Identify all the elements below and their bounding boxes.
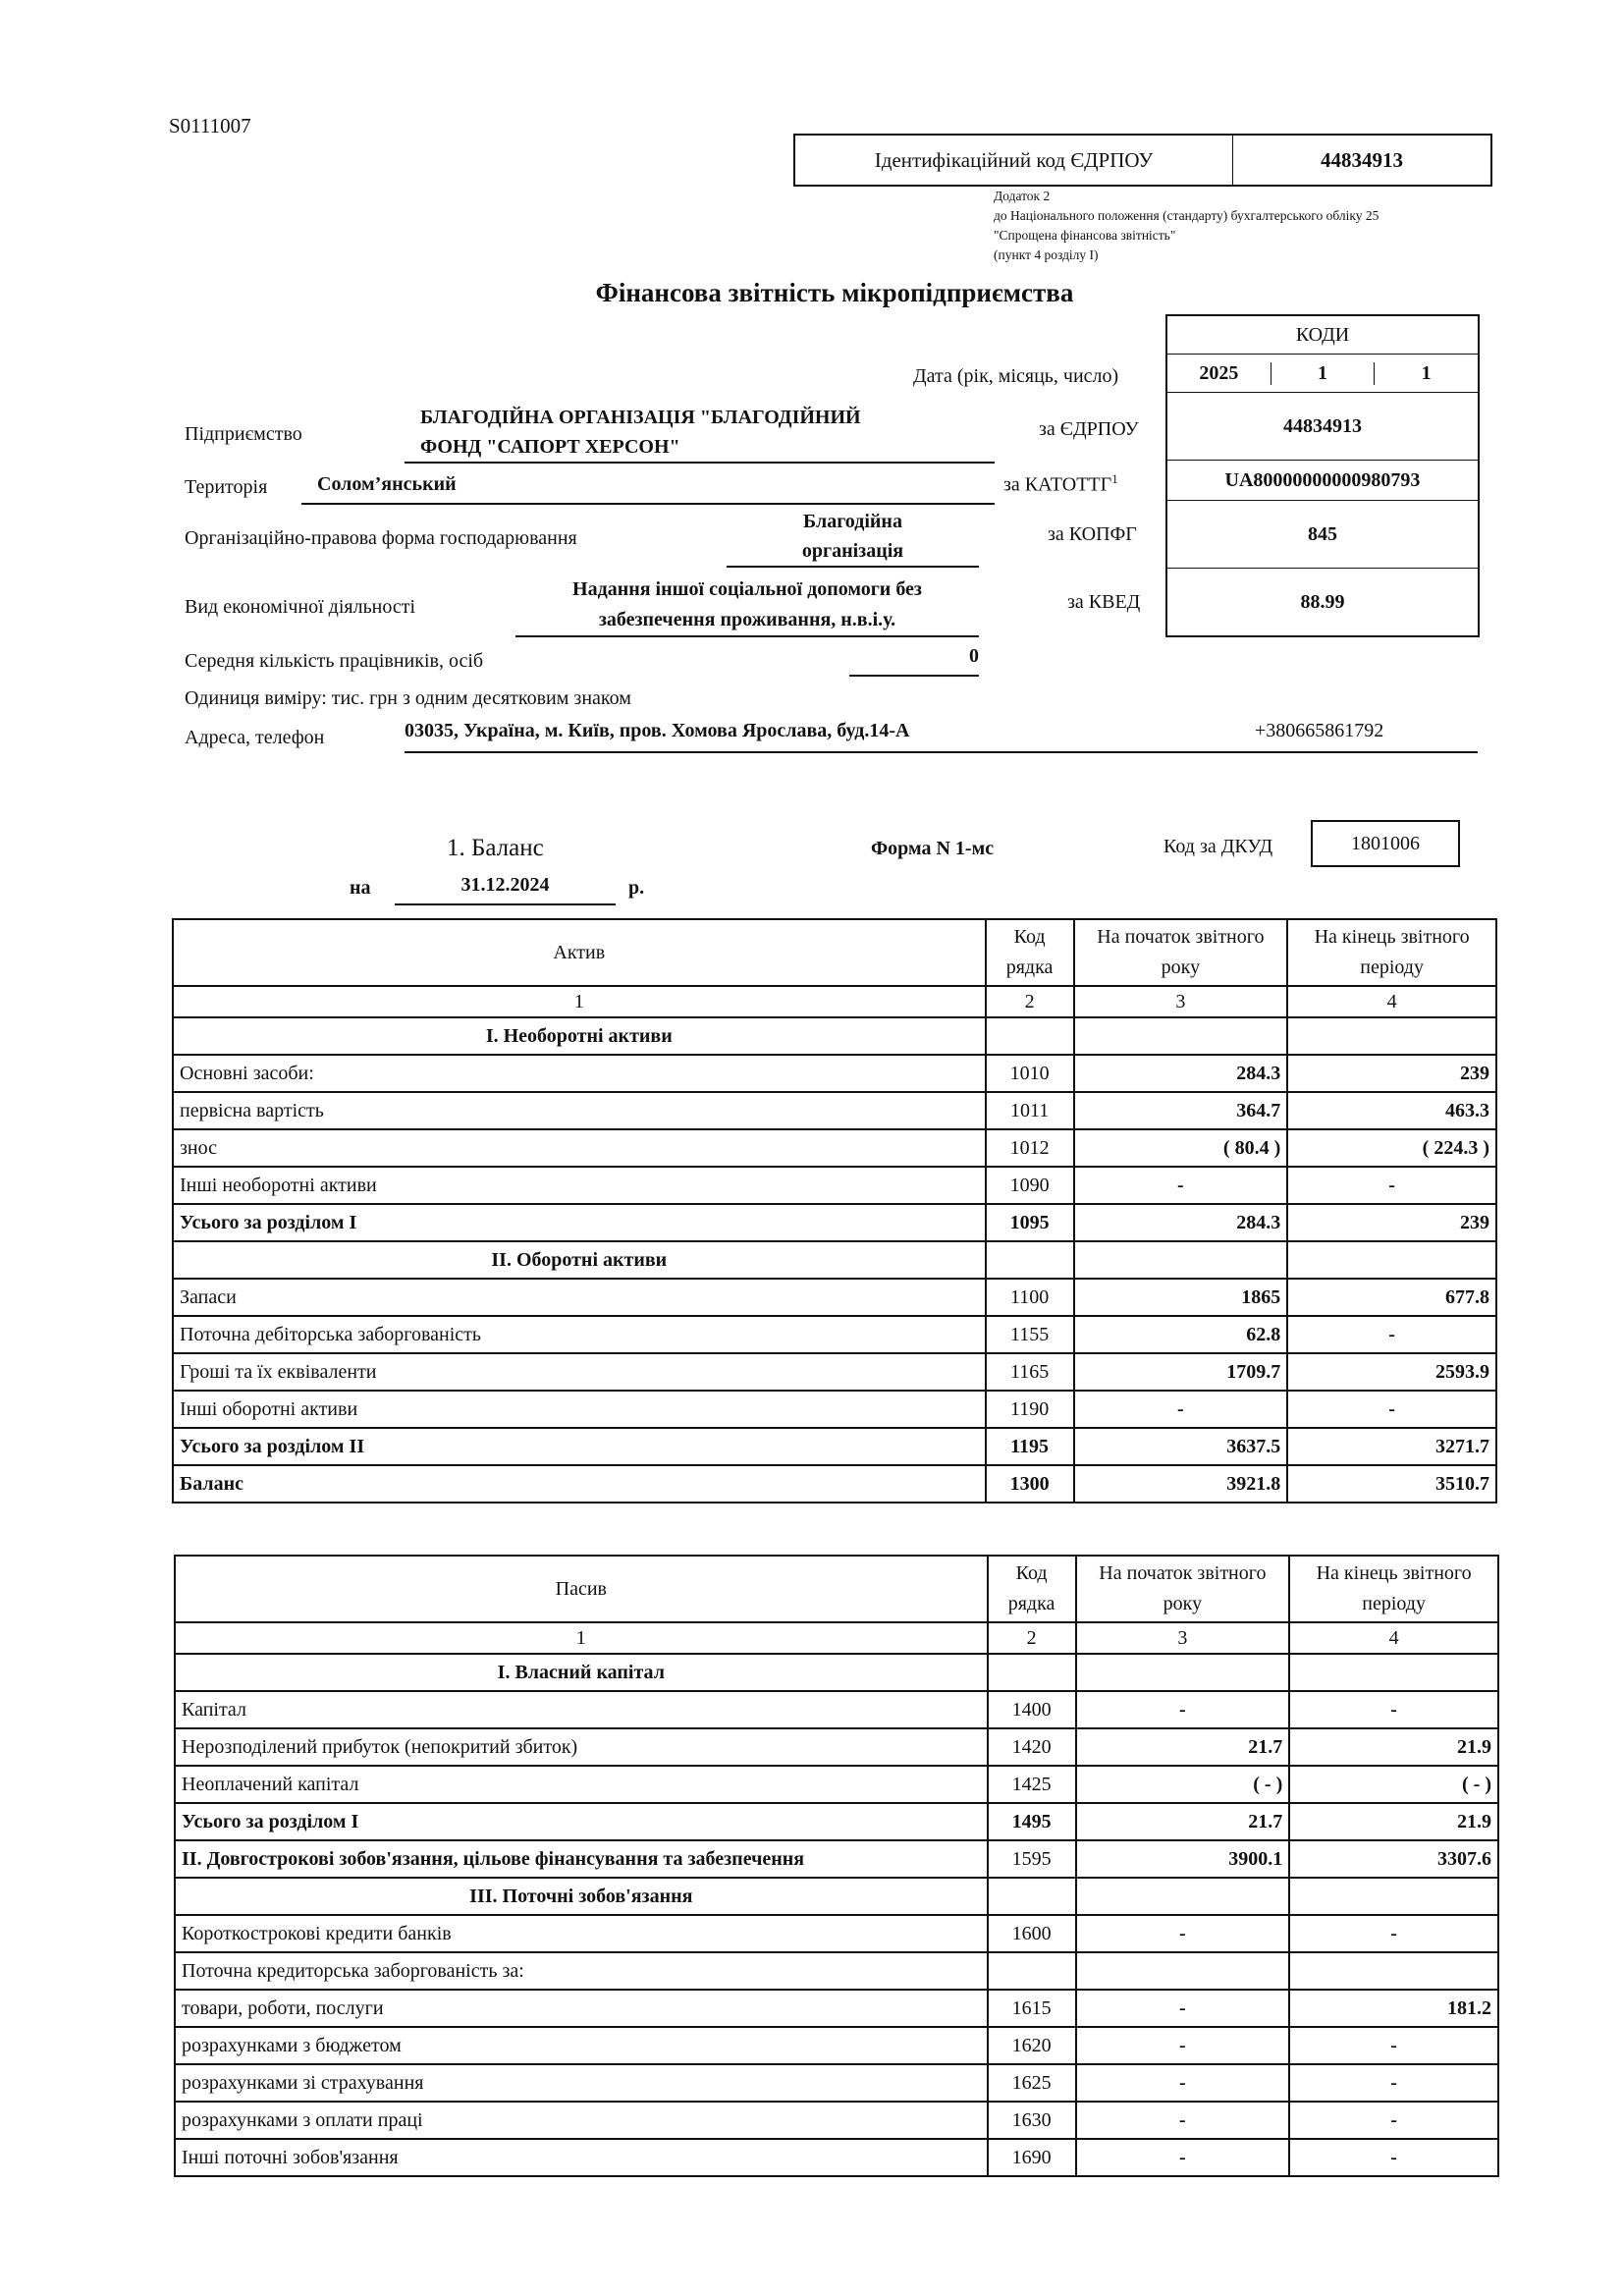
row-start: ( 80.4 ) [1074, 1129, 1288, 1167]
footnote-mark: 1 [1111, 471, 1118, 486]
employees-label: Середня кількість працівників, осіб [185, 650, 484, 672]
row-start: 1709.7 [1074, 1353, 1288, 1391]
table-row [175, 1728, 1498, 1766]
row-label: ІІ. Довгострокові зобов'язання, цільове фінансування та забезпечення [175, 1840, 988, 1878]
row-end: 677.8 [1287, 1279, 1496, 1316]
row-code: 1420 [988, 1728, 1076, 1766]
dkud-code: 1801006 [1311, 820, 1460, 867]
table-row [173, 1167, 1496, 1204]
row-end: 239 [1287, 1204, 1496, 1241]
section-title: ІІ. Оборотні активи [173, 1241, 986, 1279]
activity-line2: забезпечення проживання, н.в.і.у. [598, 609, 896, 630]
page-title: Фінансова звітність мікропідприємства [595, 278, 1074, 307]
edrpou-box-label: Ідентифікаційний код ЄДРПОУ [795, 136, 1233, 185]
section-title: І. Необоротні активи [173, 1017, 986, 1055]
table-row [175, 1691, 1498, 1728]
codes-header: КОДИ [1167, 316, 1478, 355]
table-row [175, 1990, 1498, 2027]
row-label: Основні засоби: [173, 1055, 986, 1092]
row-label: Гроші та їх еквіваленти [173, 1353, 986, 1391]
colnum: 2 [986, 986, 1074, 1017]
table-row [175, 1952, 1498, 1990]
row-code: 1012 [986, 1129, 1074, 1167]
legal-form-line2: організація [801, 540, 904, 562]
row-label: Усього за розділом ІІ [173, 1428, 986, 1465]
date-day: 1 [1421, 361, 1432, 384]
row-end: 3510.7 [1287, 1465, 1496, 1503]
row-label: Поточна кредиторська заборгованість за: [175, 1952, 988, 1990]
appendix-line: (пункт 4 розділу І) [994, 247, 1099, 262]
row-end: 21.9 [1289, 1803, 1498, 1840]
code-kved: 88.99 [1300, 590, 1345, 613]
row-code: 1615 [988, 1990, 1076, 2027]
legal-form-value [727, 507, 979, 568]
row-code: 1100 [986, 1279, 1074, 1316]
table-row [175, 2102, 1498, 2139]
row-start: - [1076, 1691, 1290, 1728]
row-code: 1195 [986, 1428, 1074, 1465]
colnum: 1 [173, 986, 986, 1017]
katottg-label [1003, 471, 1118, 497]
date-month: 1 [1271, 362, 1376, 385]
section-title: ІІІ. Поточні зобов'язання [175, 1878, 988, 1915]
edrpou-box-value: 44834913 [1321, 147, 1403, 172]
column-number-row [173, 986, 1496, 1017]
row-code: 1620 [988, 2027, 1076, 2064]
row-end: 181.2 [1289, 1990, 1498, 2027]
column-number-row [175, 1622, 1498, 1654]
table-row [175, 2027, 1498, 2064]
row-start: - [1076, 2064, 1290, 2102]
balance-total-row [173, 1465, 1496, 1503]
liabilities-table [174, 1555, 1499, 2177]
row-label: Інші необоротні активи [173, 1167, 986, 1204]
row-label: первісна вартість [173, 1092, 986, 1129]
row-code: 1625 [988, 2064, 1076, 2102]
code-edrpou: 44834913 [1167, 393, 1478, 461]
section-row [173, 1241, 1496, 1279]
address-label: Адреса, телефон [185, 727, 325, 748]
kopfg-label: за КОПФГ [1048, 523, 1137, 545]
colnum: 3 [1076, 1622, 1290, 1654]
row-code: 1425 [988, 1766, 1076, 1803]
assets-table [172, 918, 1497, 1503]
row-code: 1190 [986, 1391, 1074, 1428]
row-start: - [1076, 2102, 1290, 2139]
row-label: Неоплачений капітал [175, 1766, 988, 1803]
katottg-label-text: за КАТОТТГ [1003, 473, 1112, 496]
row-end: 3307.6 [1289, 1840, 1498, 1878]
row-end: 239 [1287, 1055, 1496, 1092]
row-code: 1165 [986, 1353, 1074, 1391]
section-row [173, 1017, 1496, 1055]
row-start: 3637.5 [1074, 1428, 1288, 1465]
row-end: - [1289, 2027, 1498, 2064]
phone-value: +380665861792 [1255, 720, 1384, 741]
table-row [173, 1316, 1496, 1353]
table-row [173, 1092, 1496, 1129]
activity-label: Вид економічної діяльності [185, 596, 416, 618]
row-start: ( - ) [1076, 1766, 1290, 1803]
activity-line1: Надання іншої соціальної допомоги без [572, 578, 922, 600]
code-kopfg: 845 [1167, 501, 1478, 569]
row-code: 1300 [986, 1465, 1074, 1503]
colnum: 2 [988, 1622, 1076, 1654]
row-label: товари, роботи, послуги [175, 1990, 988, 2027]
row-start: 62.8 [1074, 1316, 1288, 1353]
row-start: - [1074, 1391, 1288, 1428]
section-row [175, 1654, 1498, 1691]
section-title: І. Власний капітал [175, 1654, 988, 1691]
row-label: розрахунками з оплати праці [175, 2102, 988, 2139]
row-end: 2593.9 [1287, 1353, 1496, 1391]
balance-title: 1. Баланс [447, 835, 544, 861]
row-code: 1011 [986, 1092, 1074, 1129]
row-label: Інші поточні зобов'язання [175, 2139, 988, 2176]
legal-form-line1: Благодійна [803, 511, 902, 532]
table-row [175, 1840, 1498, 1878]
row-end: 463.3 [1287, 1092, 1496, 1129]
row-start: 364.7 [1074, 1092, 1288, 1129]
row-label: Запаси [173, 1279, 986, 1316]
enterprise-name-line1: БЛАГОДІЙНА ОРГАНІЗАЦІЯ "БЛАГОДІЙНИЙ [420, 407, 861, 428]
table-row [173, 1391, 1496, 1428]
row-end: - [1289, 2139, 1498, 2176]
colnum: 4 [1287, 986, 1496, 1017]
date-year: 2025 [1167, 362, 1271, 385]
row-code: 1600 [988, 1915, 1076, 1952]
form-number: Форма N 1-мс [871, 838, 995, 859]
row-start: 3900.1 [1076, 1840, 1290, 1878]
row-code: 1095 [986, 1204, 1074, 1241]
row-start: 21.7 [1076, 1728, 1290, 1766]
unit-label: Одиниця виміру: тис. грн з одним десятковим знаком [185, 687, 631, 709]
appendix-line: до Національного положення (стандарту) бухгалтерського обліку 25 [994, 208, 1380, 223]
enterprise-label: Підприємство [185, 423, 302, 445]
row-start: 1865 [1074, 1279, 1288, 1316]
row-end: - [1289, 2102, 1498, 2139]
row-label: Нерозподілений прибуток (непокритий збиток) [175, 1728, 988, 1766]
row-start: 21.7 [1076, 1803, 1290, 1840]
row-label: розрахунками зі страхування [175, 2064, 988, 2102]
colnum: 4 [1289, 1622, 1498, 1654]
table-header-row [173, 919, 1496, 986]
total-row [175, 1803, 1498, 1840]
header-code: Код рядка [986, 919, 1074, 986]
appendix-note [994, 187, 1379, 265]
table-row [173, 1279, 1496, 1316]
kved-label: за КВЕД [1067, 591, 1141, 613]
table-row [175, 1915, 1498, 1952]
enterprise-name-line2: ФОНД "САПОРТ ХЕРСОН" [420, 436, 680, 458]
header-start: На початок звітного року [1074, 919, 1288, 986]
row-end: ( 224.3 ) [1287, 1129, 1496, 1167]
enterprise-name [405, 403, 995, 464]
row-end: 3271.7 [1287, 1428, 1496, 1465]
date-label: Дата (рік, місяць, число) [913, 365, 1119, 387]
address-field [405, 720, 1478, 753]
row-end: - [1289, 2064, 1498, 2102]
total-row [173, 1204, 1496, 1241]
balance-date: 31.12.2024 [395, 874, 616, 905]
row-end: ( - ) [1289, 1766, 1498, 1803]
row-end: - [1287, 1167, 1496, 1204]
balance-year-suffix: р. [628, 877, 645, 899]
row-code: 1630 [988, 2102, 1076, 2139]
territory-value: Солом’янський [301, 473, 995, 505]
section-row [175, 1878, 1498, 1915]
row-label: Баланс [173, 1465, 986, 1503]
legal-form-label: Організаційно-правова форма господарювання [185, 527, 577, 549]
table-row [175, 2139, 1498, 2176]
header-end: На кінець звітного періоду [1287, 919, 1496, 986]
row-label: розрахунками з бюджетом [175, 2027, 988, 2064]
row-start: - [1074, 1167, 1288, 1204]
row-start: 284.3 [1074, 1204, 1288, 1241]
total-row [173, 1428, 1496, 1465]
edrpou-code-label: за ЄДРПОУ [1039, 418, 1139, 440]
header-liability: Пасив [175, 1556, 988, 1622]
row-label: Усього за розділом І [175, 1803, 988, 1840]
row-start: - [1076, 2139, 1290, 2176]
row-end: - [1289, 1691, 1498, 1728]
row-start: - [1076, 1915, 1290, 1952]
row-code: 1690 [988, 2139, 1076, 2176]
row-code: 1010 [986, 1055, 1074, 1092]
address-value: 03035, Україна, м. Київ, пров. Хомова Ярослава, буд.14-А [405, 720, 910, 741]
row-label: Капітал [175, 1691, 988, 1728]
row-label: Інші оборотні активи [173, 1391, 986, 1428]
table-row [175, 1766, 1498, 1803]
form-code: S0111007 [169, 114, 251, 137]
table-row [173, 1055, 1496, 1092]
table-row [173, 1353, 1496, 1391]
table-row [173, 1129, 1496, 1167]
table-header-row [175, 1556, 1498, 1622]
edrpou-box [793, 134, 1492, 187]
row-label: Короткострокові кредити банків [175, 1915, 988, 1952]
codes-box [1165, 314, 1480, 637]
header-asset: Актив [173, 919, 986, 986]
table-row [175, 2064, 1498, 2102]
row-end: 21.9 [1289, 1728, 1498, 1766]
row-code: 1090 [986, 1167, 1074, 1204]
appendix-line: Додаток 2 [994, 189, 1051, 203]
row-start: - [1076, 2027, 1290, 2064]
row-code: 1400 [988, 1691, 1076, 1728]
row-end: - [1287, 1391, 1496, 1428]
balance-on-label: на [350, 877, 371, 899]
row-label: Усього за розділом І [173, 1204, 986, 1241]
employees-value: 0 [849, 645, 979, 677]
activity-value [515, 574, 979, 637]
header-end: На кінець звітного періоду [1289, 1556, 1498, 1622]
row-label: Поточна дебіторська заборгованість [173, 1316, 986, 1353]
row-code: 1155 [986, 1316, 1074, 1353]
header-code: Код рядка [988, 1556, 1076, 1622]
dkud-label: Код за ДКУД [1163, 836, 1273, 857]
row-end: - [1289, 1915, 1498, 1952]
row-start: 284.3 [1074, 1055, 1288, 1092]
row-code: 1595 [988, 1840, 1076, 1878]
codes-date [1167, 355, 1478, 393]
row-start: - [1076, 1990, 1290, 2027]
colnum: 1 [175, 1622, 988, 1654]
row-end: - [1287, 1316, 1496, 1353]
colnum: 3 [1074, 986, 1288, 1017]
territory-label: Територія [185, 476, 268, 498]
appendix-line: "Спрощена фінансова звітність" [994, 228, 1176, 243]
header-start: На початок звітного року [1076, 1556, 1290, 1622]
code-katottg: UA80000000000980793 [1167, 461, 1478, 501]
row-start: 3921.8 [1074, 1465, 1288, 1503]
row-label: знос [173, 1129, 986, 1167]
row-code: 1495 [988, 1803, 1076, 1840]
